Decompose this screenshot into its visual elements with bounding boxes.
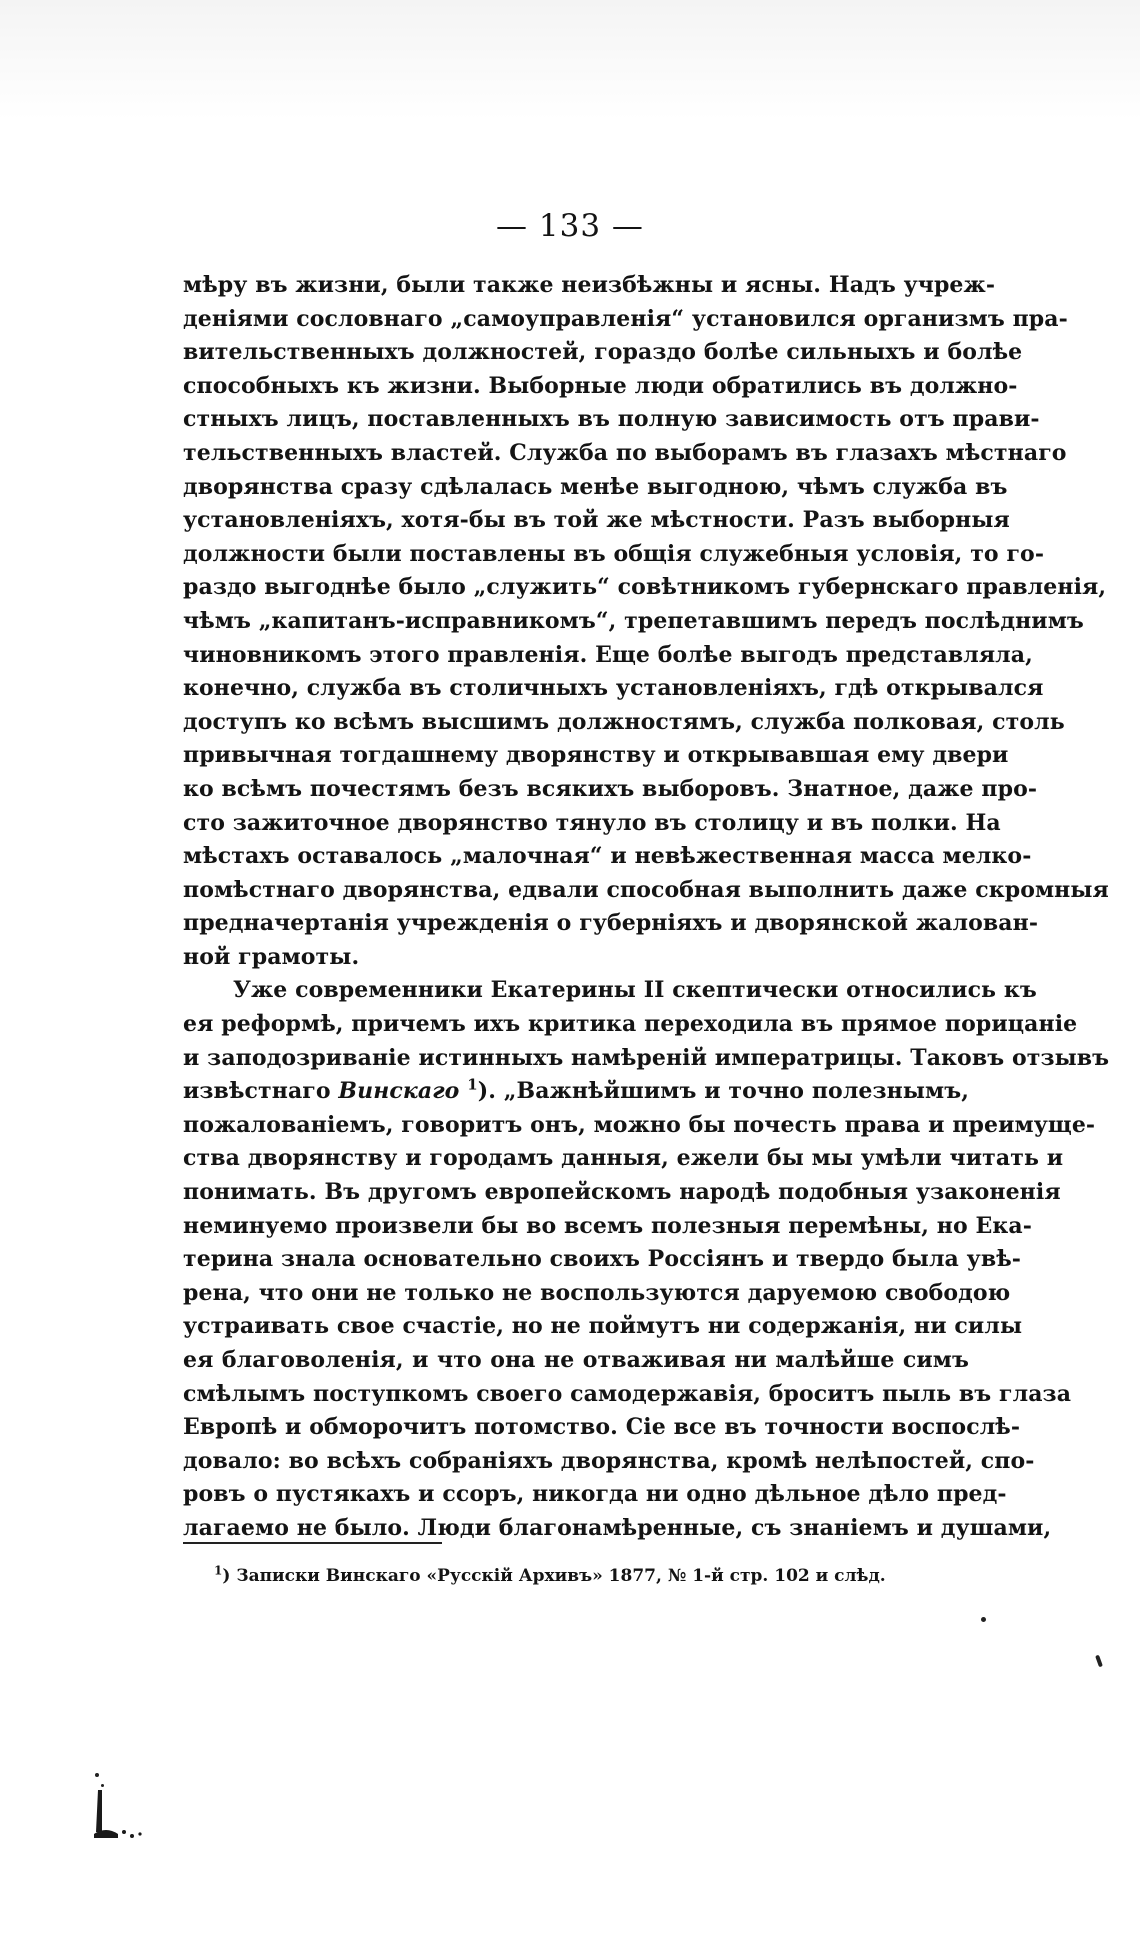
text-line: понимать. Въ другомъ европейскомъ народѣ подобныя узаконенія: [183, 1179, 1061, 1206]
text-line: лагаемо не было. Люди благонамѣренные, съ знаніемъ и душами,: [183, 1514, 1052, 1541]
text-fragment: извѣстнаго: [183, 1078, 339, 1105]
text-line: мѣстахъ оставалось „малочная“ и невѣжественная масса мелко-: [183, 843, 1032, 870]
text-line: привычная тогдашнему дворянству и открывавшая ему двери: [183, 742, 1009, 769]
text-line: стныхъ лицъ, поставленныхъ въ полную зависимость отъ прави-: [183, 406, 1040, 433]
text-line: ной грамоты.: [183, 943, 360, 970]
text-line: раздо выгоднѣе было „служить“ совѣтникомъ губернскаго правленія,: [183, 574, 1107, 601]
text-line: чиновникомъ этого правленія. Еще болѣе выгодъ представляла,: [183, 641, 1033, 668]
margin-smudge-icon: [92, 1788, 152, 1844]
text-line: конечно, служба въ столичныхъ установленіяхъ, гдѣ открывался: [183, 675, 1044, 702]
text-line: деніями сословнаго „самоуправленія“ установился организмъ пра-: [183, 305, 1068, 332]
footnote: [214, 1563, 886, 1586]
page-number: — 133 —: [496, 208, 644, 244]
paragraph-1: [183, 269, 1109, 974]
text-line: помѣстнаго дворянства, едвали способная выполнить даже скромныя: [183, 876, 1109, 903]
text-line: неминуемо произвели бы во всемъ полезныя перемѣны, но Ека-: [183, 1212, 1032, 1239]
scan-speck: [101, 1784, 104, 1787]
text-line: вительственныхъ должностей, гораздо болѣе сильныхъ и болѣе: [183, 339, 1023, 366]
text-line: рена, что они не только не воспользуются даруемою свободою: [183, 1279, 1011, 1306]
footnote-divider: [183, 1542, 442, 1544]
text-line: способныхъ къ жизни. Выборные люди обратились въ должно-: [183, 372, 1018, 399]
text-line: мѣру въ жизни, были также неизбѣжны и ясны. Надъ учреж-: [183, 272, 996, 298]
footnote-text: ) Записки Винскаго «Русскій Архивъ» 1877, № 1-й стр. 102 и слѣд.: [222, 1566, 886, 1586]
text-line: тельственныхъ властей. Служба по выборамъ въ глазахъ мѣстнаго: [183, 439, 1067, 466]
scan-speck: [95, 1773, 99, 1777]
text-line: Европѣ и обморочитъ потомство. Сіе все въ точности воспослѣ-: [183, 1414, 1021, 1441]
body-text: [183, 269, 1110, 1546]
text-line: довало: во всѣхъ собраніяхъ дворянства, кромѣ нелѣпостей, спо-: [183, 1447, 1035, 1474]
text-fragment: ). „Важнѣйшимъ и точно полезнымъ,: [477, 1078, 969, 1105]
scan-edge-shading: [0, 0, 1140, 120]
text-line: ства дворянству и городамъ данныя, ежели бы мы умѣли читать и: [183, 1145, 1064, 1172]
text-line: терина знала основательно своихъ Россіянъ и твердо была увѣ-: [183, 1246, 1022, 1273]
text-line: предначертанія учрежденія о губерніяхъ и дворянской жалован-: [183, 910, 1039, 937]
text-line: ея реформѣ, причемъ ихъ критика переходила въ прямое порицаніе: [183, 1011, 1078, 1038]
text-line: сто зажиточное дворянство тянуло въ столицу и въ полки. На: [183, 809, 1001, 836]
text-line: смѣлымъ поступкомъ своего самодержавія, броситъ пыль въ глаза: [183, 1380, 1072, 1407]
text-line: доступъ ко всѣмъ высшимъ должностямъ, служба полковая, столь: [183, 708, 1065, 735]
text-line: ея благоволенія, и что она не отваживая ни малѣйше симъ: [183, 1347, 969, 1373]
text-line: должности были поставлены въ общія служебныя условія, то го-: [183, 540, 1045, 567]
text-line: Уже современники Екатерины II скептически относились къ: [233, 977, 1037, 1004]
paragraph-2: [183, 974, 1110, 1545]
text-line-with-footnote-ref: [183, 1075, 969, 1109]
text-line: и заподозриваніе истинныхъ намѣреній императрицы. Таковъ отзывъ: [183, 1044, 1110, 1071]
text-line: установленіяхъ, хотя-бы въ той же мѣстности. Разъ выборныя: [183, 507, 1010, 534]
scan-speck: [981, 1617, 986, 1622]
text-line: ко всѣмъ почестямъ безъ всякихъ выборовъ. Знатное, даже про-: [183, 775, 1038, 802]
text-line: устраивать свое счастіе, но не поймутъ ни содержанія, ни силы: [183, 1313, 1023, 1340]
text-line: чѣмъ „капитанъ-исправникомъ“, трепетавшимъ передъ послѣднимъ: [183, 607, 1084, 634]
text-line: пожалованіемъ, говоритъ онъ, можно бы почесть права и преимуще-: [183, 1111, 1096, 1138]
footnote-mark: 1: [214, 1563, 223, 1578]
text-line: ровъ о пустякахъ и ссоръ, никогда ни одно дѣльное дѣло пред-: [183, 1481, 1007, 1508]
footnote-ref[interactable]: 1: [467, 1075, 478, 1094]
text-line: дворянства сразу сдѣлалась менѣе выгодною, чѣмъ служба въ: [183, 473, 1008, 500]
author-name-italic: Винскаго: [338, 1078, 460, 1105]
scan-speck: [1095, 1655, 1103, 1668]
